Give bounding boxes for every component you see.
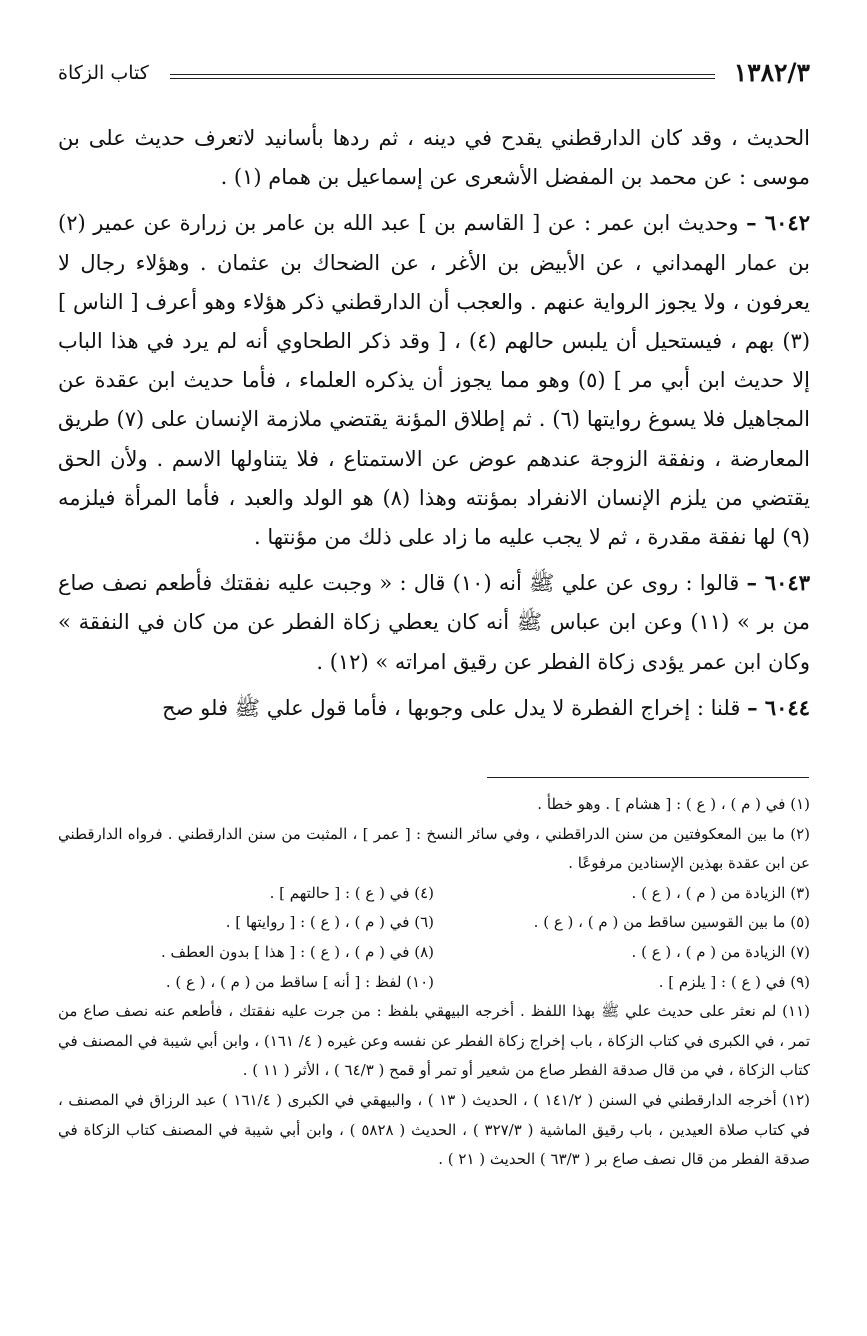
footnote-8: (٨) في ( م ) ، ( ع ) : [ هذا ] بدون العطف . [160, 942, 434, 961]
footnote-9: (٩) في ( ع ) : [ يلزم ] . [658, 972, 810, 991]
footnote-4: (٤) في ( ع ) : [ حالتهم ] . [269, 883, 434, 902]
book-title: كتاب الزكاة [58, 62, 149, 84]
footnote-row [58, 968, 810, 998]
paragraph [58, 563, 810, 682]
paragraph-text: الحديث ، وقد كان الدارقطني يقدح في دينه ، ثم ردها بأسانيد لاتعرف حديث على بن موسى : عن محمد بن المفضل الأشعرى عن إسماعيل بن همام (١) . [58, 126, 810, 190]
paragraph-number: ٦٠٤٤ – [747, 694, 810, 720]
footnote-row [58, 938, 810, 968]
paragraph-text: قلنا : إخراج الفطرة لا يدل على وجوبها ، فأما قول علي ﷺ فلو صح [162, 695, 741, 720]
footnote-6: (٦) في ( م ) ، ( ع ) : [ روايتها ] . [225, 913, 434, 932]
page-header [58, 58, 810, 92]
footnote-row [58, 879, 810, 909]
footnote-1: (١) في ( م ) ، ( ع ) : [ هشام ] . وهو خطأ . [537, 795, 810, 813]
footnote-10: (١٠) لفظ : [ أنه ] ساقط من ( م ) ، ( ع ) . [165, 972, 434, 991]
paragraph [58, 203, 810, 557]
footnote-12: (١٢) أخرجه الدارقطني في السنن ( ١٤١/٢ ) ، الحديث ( ١٣ ) ، والبيهقي في الكبرى ( ١٦١/٤ ) عبد الرزاق في المصنف ، في كتاب صلاة العيدين ، باب رقيق الماشية ( ٣٢٧/٣ ) ، الحديث ( ٥٨٢٨ ) ، وابن أبي شيبة في المصنف كتاب الزكاة في صدقة الفطر من قال نصف صاع بر ( ٦٣/٣ ) الحديث ( ٢١ ) . [58, 1090, 811, 1169]
footnote-3: (٣) الزيادة من ( م ) ، ( ع ) . [631, 883, 810, 902]
footnote-7: (٧) الزيادة من ( م ) ، ( ع ) . [631, 942, 810, 961]
paragraph [58, 118, 810, 197]
footnote-11: (١١) لم نعثر على حديث علي ﷺ بهذا اللفظ . أخرجه البيهقي بلفظ : من جرت عليه نفقتك ، فأطعم عنه نصف صاع من تمر ، في الكبرى في كتاب الزكاة ، باب إخراج زكاة الفطر عن نفسه وعن غيره ( ٤/ ١٦١) ، وابن أبي شيبة في المصنف في كتاب الزكاة ، في من قال صدقة الفطر صاع من شعير أو تمر أو قمح ( ٦٤/٣ ) ، الأثر ( ١١ ) . [58, 1002, 810, 1080]
footnote-5: (٥) ما بين القوسين ساقط من ( م ) ، ( ع ) . [533, 913, 810, 932]
header-rule [170, 74, 715, 79]
paragraph-number: ٦٠٤٢ – [746, 210, 810, 236]
footnote-2: (٢) ما بين المعكوفتين من سنن الدراقطني ، وفي سائر النسخ : [ عمر ] ، المثبت من سنن الدارقطني . فرواه الدارقطني عن ابن عقدة بهذين الإسنادين مرفوعًا . [58, 824, 810, 873]
paragraph-text: قالوا : روى عن علي ﷺ أنه (١٠) قال : « وجبت عليه نفقتك فأطعم نصف صاع من بر » (١١) وعن ابن عباس ﷺ أنه كان يعطي زكاة الفطر عن من كان في النفقة » وكان ابن عمر يؤدى زكاة الفطر عن رقيق امراته » (١٢) . [58, 571, 810, 674]
main-text [58, 118, 810, 734]
paragraph [58, 688, 810, 728]
footnote-row [58, 908, 810, 938]
footnote-separator [487, 777, 809, 778]
footnotes [58, 790, 810, 1175]
page-number: ١٣٨٢/٣ [733, 58, 810, 87]
paragraph-text: وحديث ابن عمر : عن [ القاسم بن ] عبد الله بن عامر بن زرارة عن عمير (٢) بن عمار الهمداني ، عن الأبيض بن الأغر ، عن الضحاك بن عثمان . وهؤلاء رجال لا يعرفون ، ولا يجوز الرواية عنهم . والعجب أن الدارقطني ذكر هؤلاء وهو أعرف [ الناس ] (٣) بهم ، فيستحيل أن يلبس حالهم (٤) ، [ وقد ذكر الطحاوي أنه لم يرد في هذا الباب إلا حديث ابن أبي مر ] (٥) وهو مما يجوز أن يذكره العلماء ، فأما حديث ابن عقدة عن المجاهيل فلا يسوغ روايتها (٦) . ثم إطلاق المؤنة يقتضي ملازمة الإنسان على (٧) طريق المعارضة ، ونفقة الزوجة عندهم عوض عن الاستمتاع ، فلا يتناولها الاسم . ولأن الحق يقتضي من يلزم الإنسان الانفراد بمؤنته وهذا (٨) هو الولد والعبد ، فأما المرأة فيلزمه (٩) لها نفقة مقدرة ، ثم لا يجب عليه ما زاد على ذلك من مؤنتها . [58, 211, 811, 550]
paragraph-number: ٦٠٤٣ – [746, 570, 810, 596]
